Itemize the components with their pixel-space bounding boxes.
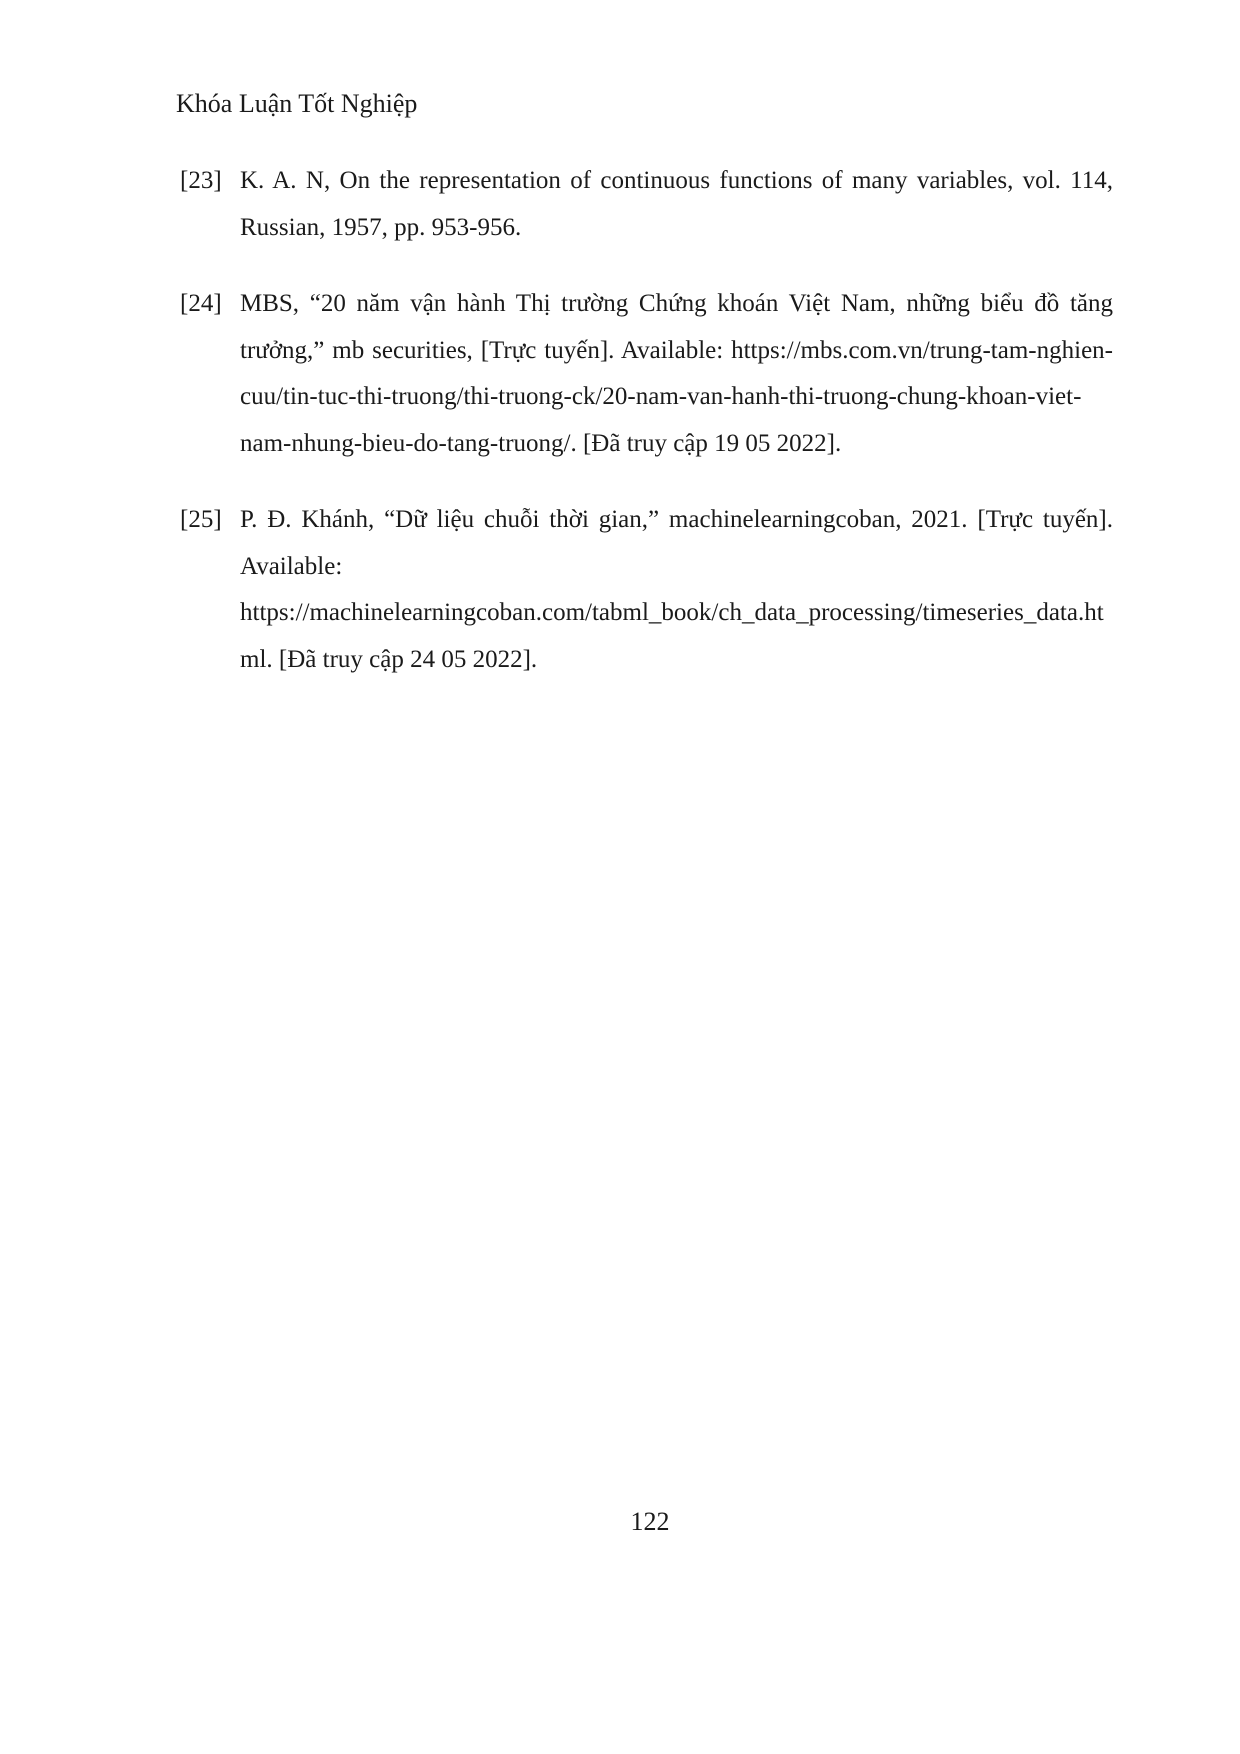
reference-list bbox=[180, 158, 1113, 713]
page-number: 122 bbox=[630, 1507, 670, 1536]
reference-text: P. Đ. Khánh, “Dữ liệu chuỗi thời gian,” machinelearningcoban, 2021. [Trực tuyến]. Available: https://machinelearningcoban.com/tabml_book/ch_data_processing/timeseries_data.html. [Đã truy cập 24 05 2022]. bbox=[240, 506, 1113, 673]
page-header: Khóa Luận Tốt Nghiệp bbox=[176, 89, 418, 118]
reference-text: MBS, “20 năm vận hành Thị trường Chứng khoán Việt Nam, những biểu đồ tăng trưởng,” mb securities, [Trực tuyến]. Available: https://mbs.com.vn/trung-tam-nghien-cuu/tin-tuc-thi-truong/thi-truong-ck/20-nam-van-hanh-thi-truong-chung-khoan-viet-nam-nhung-bieu-do-tang-truong/. [Đã truy cập 19 05 2022]. bbox=[240, 290, 1113, 457]
reference-item bbox=[180, 497, 1113, 683]
reference-item bbox=[180, 281, 1113, 467]
reference-text: K. A. N, On the representation of continuous functions of many variables, vol. 114, Russian, 1957, pp. 953-956. bbox=[240, 167, 1113, 241]
reference-number: [25] bbox=[180, 506, 222, 533]
reference-number: [24] bbox=[180, 290, 222, 317]
reference-number: [23] bbox=[180, 167, 222, 194]
reference-item bbox=[180, 158, 1113, 251]
